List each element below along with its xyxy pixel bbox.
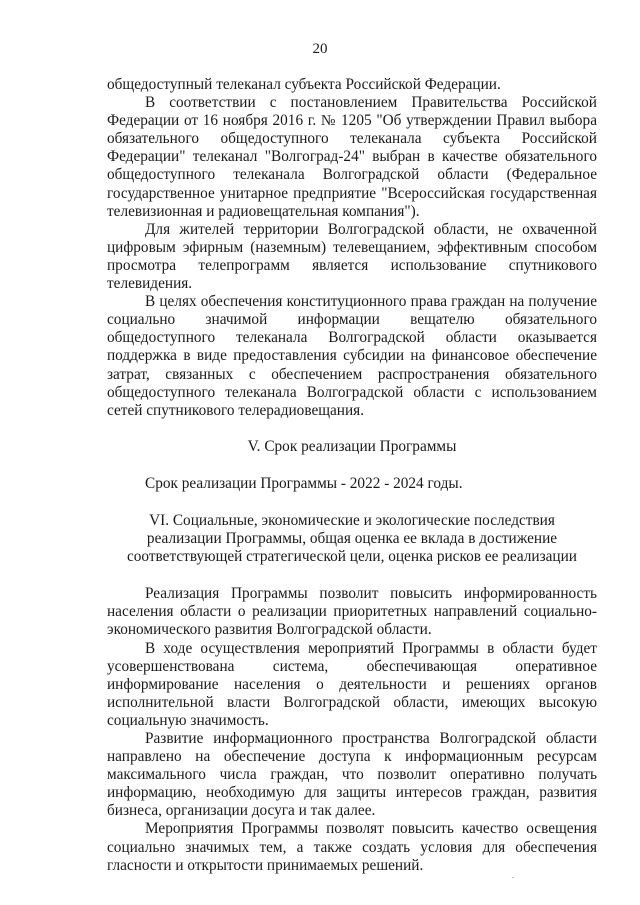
page-number: 20 [312,41,328,57]
section-6-heading-line-3: соответствующей стратегической цели, оценка рисков ее реализации [126,548,577,566]
section-6-heading-line-1: VI. Социальные, экономические и экологические последствия [149,511,555,529]
paragraph-info-space: Развитие информационного пространства Волгоградской области направлено на обеспечение доступа к информационным ресурсам максимального числа граждан, что позволит оперативно получать информацию, необходимую для защиты интересов граждан, развития бизнеса, организации досуга и так далее. [107,730,597,820]
paragraph-awareness: Реализация Программы позволит повысить информированность населения области о реализации приоритетных направлений социально-экономического развития Волгоградской области. [107,585,597,639]
program-term-text: Срок реализации Программы - 2022 - 2024 годы. [145,474,463,492]
paragraph-subsidy: В целях обеспечения конституционного права граждан на получение социально значимой информации вещателю обязательного общедоступного телеканала Волгоградской области оказывается поддержка в виде предоставления субсидии на финансовое обеспечение затрат, связанных с обеспечением распространения обязательного общедоступного телеканала Волгоградской области с использованием сетей спутникового телерадиовещания. [107,293,597,419]
section-6-heading-line-2: реализации Программы, общая оценка ее вклада в достижение [146,530,558,548]
document-body [107,76,597,875]
paragraph-satellite-tv: Для жителей территории Волгоградской области, не охваченной цифровым эфирным (наземным) телевещанием, эффективным способом просмотра телепрограмм является использование спутникового телевидения. [107,220,597,293]
paragraph-continuation: общедоступный телеканал субъекта Российской Федерации. [107,76,501,93]
section-5-heading: V. Срок реализации Программы [247,437,457,455]
paragraph-improved-system: В ходе осуществления мероприятий Программы в области будет усовершенствована система, обеспечивающая оперативное информирование населения о деятельности и решениях органов исполнительной власти Волгоградской области, имеющих высокую социальную значимость. [107,639,597,729]
paragraph-publicity: Мероприятия Программы позволят повысить качество освещения социально значимых тем, а также создать условия для обеспечения гласности и открытости принимаемых решений. [107,820,597,874]
scan-speck [512,877,514,878]
section-6-heading [107,512,597,566]
paragraph-volgograd-24: В соответствии с постановлением Правительства Российской Федерации от 16 ноября 2016 г. № 1205 "Об утверждении Правил выбора обязательного общедоступного телеканала субъекта Российской Федерации" телеканал "Волгоград-24" выбран в качестве обязательного общедоступного телеканала Волгоградской области (Федеральное государственное унитарное предприятие "Всероссийская государственная телевизионная и радиовещательная компания"). [107,94,597,220]
